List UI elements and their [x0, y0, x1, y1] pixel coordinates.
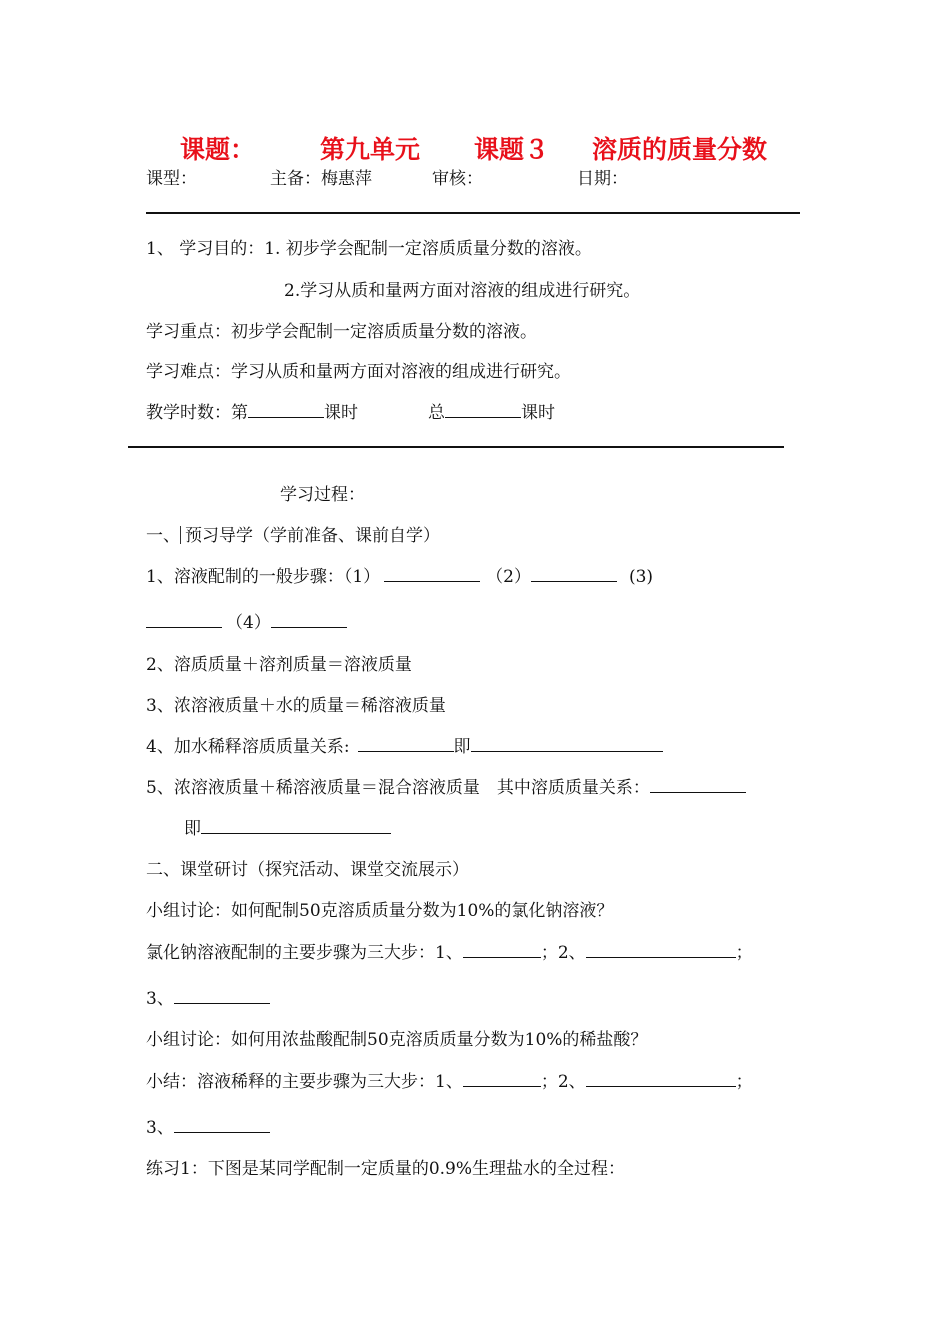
nacl-step-3-line — [146, 984, 270, 1009]
summary-step-1-blank[interactable] — [463, 1070, 541, 1087]
part-1-prefix: 一、 — [146, 526, 180, 546]
step-5-line — [146, 773, 746, 798]
reviewer-label: 审核： — [432, 169, 483, 189]
total-unit: 课时 — [521, 403, 555, 423]
part-2-heading: 二、课堂研讨（探究活动、课堂交流展示） — [146, 860, 469, 880]
step-1-label-3: (3) — [628, 567, 654, 587]
lead-preparer-label: 主备：梅惠萍 — [270, 169, 372, 189]
summary-step-2-blank[interactable] — [586, 1070, 736, 1087]
title-topic-name: 溶质的质量分数 — [592, 135, 768, 164]
step-1-blank-1[interactable] — [384, 565, 480, 582]
nacl-step-3-blank[interactable] — [174, 987, 270, 1004]
step-1-label-2: （2） — [486, 567, 531, 587]
title-topic-number: 课题３ — [474, 135, 550, 164]
title-unit: 第九单元 — [320, 135, 421, 164]
step-1-line — [146, 562, 653, 587]
hours-label: 教学时数：第 — [146, 403, 248, 423]
step-1-blank-3[interactable] — [146, 611, 222, 628]
part-1-title: 预习导学（学前准备、课前自学） — [185, 526, 440, 546]
step-4-line — [146, 732, 663, 757]
teaching-hours — [146, 398, 555, 423]
nacl-steps-line — [146, 938, 753, 963]
discussion-2: 小组讨论：如何用浓盐酸配制50克溶质质量分数为10%的稀盐酸？ — [146, 1030, 648, 1050]
step-5-blank-1[interactable] — [650, 776, 746, 793]
summary-step-2-label: ；2、 — [540, 1072, 586, 1092]
nacl-step-3-label: 3、 — [146, 989, 174, 1009]
summary-steps-text: 小结：溶液稀释的主要步骤为三大步：1、 — [146, 1072, 463, 1092]
step-2: 2、溶质质量＋溶剂质量＝溶液质量 — [146, 655, 412, 675]
lesson-type-label: 课型： — [146, 169, 197, 189]
total-hours-blank[interactable] — [445, 401, 521, 418]
nacl-step-2-blank[interactable] — [586, 941, 736, 958]
nacl-step-1-blank[interactable] — [463, 941, 541, 958]
step-1-line-2 — [146, 608, 347, 633]
objective-2: 2.学习从质和量两方面对溶液的组成进行研究。 — [284, 281, 641, 301]
discussion-1: 小组讨论：如何配制50克溶质质量分数为10%的氯化钠溶液？ — [146, 901, 614, 921]
summary-steps-end: ； — [735, 1072, 753, 1092]
key-point: 学习重点：初步学会配制一定溶质质量分数的溶液。 — [146, 322, 537, 342]
step-4-blank-1[interactable] — [358, 735, 454, 752]
step-1-blank-2[interactable] — [531, 565, 617, 582]
date-label: 日期： — [577, 169, 628, 189]
hours-unit: 课时 — [324, 403, 358, 423]
difficulty: 学习难点：学习从质和量两方面对溶液的组成进行研究。 — [146, 362, 571, 382]
nacl-steps-end: ； — [735, 943, 753, 963]
step-1-text: 1、溶液配制的一般步骤：（1） — [146, 567, 381, 587]
title-label: 课题： — [180, 135, 256, 164]
step-4-equiv: 即 — [453, 737, 471, 757]
nacl-steps-text: 氯化钠溶液配制的主要步骤为三大步：1、 — [146, 943, 463, 963]
step-4-blank-2[interactable] — [471, 735, 663, 752]
header-divider — [146, 212, 800, 214]
objective-1: 1、 学习目的：1. 初步学会配制一定溶质质量分数的溶液。 — [146, 239, 592, 259]
step-5-blank-2[interactable] — [201, 817, 391, 834]
step-5-text: 5、浓溶液质量＋稀溶液质量＝混合溶液质量 其中溶质质量关系： — [146, 778, 650, 798]
summary-step-3-blank[interactable] — [174, 1116, 270, 1133]
exercise-1: 练习1：下图是某同学配制一定质量的0.9%生理盐水的全过程： — [146, 1159, 626, 1179]
step-5-line-2 — [184, 814, 391, 839]
summary-step-3-line — [146, 1113, 270, 1138]
step-1-blank-4[interactable] — [271, 611, 347, 628]
text-cursor — [180, 526, 181, 544]
total-label: 总 — [428, 403, 445, 423]
summary-steps-line — [146, 1067, 753, 1092]
part-1-heading — [146, 521, 440, 546]
process-heading: 学习过程： — [280, 485, 365, 505]
step-5-equiv: 即 — [184, 819, 201, 839]
summary-step-3-label: 3、 — [146, 1118, 174, 1138]
step-1-label-4: （4） — [226, 613, 271, 633]
step-3: 3、浓溶液质量＋水的质量＝稀溶液质量 — [146, 696, 446, 716]
step-4-text: 4、加水稀释溶质质量关系: — [146, 737, 350, 757]
objectives-divider — [128, 446, 784, 448]
hours-blank[interactable] — [248, 401, 324, 418]
nacl-step-2-label: ；2、 — [540, 943, 586, 963]
